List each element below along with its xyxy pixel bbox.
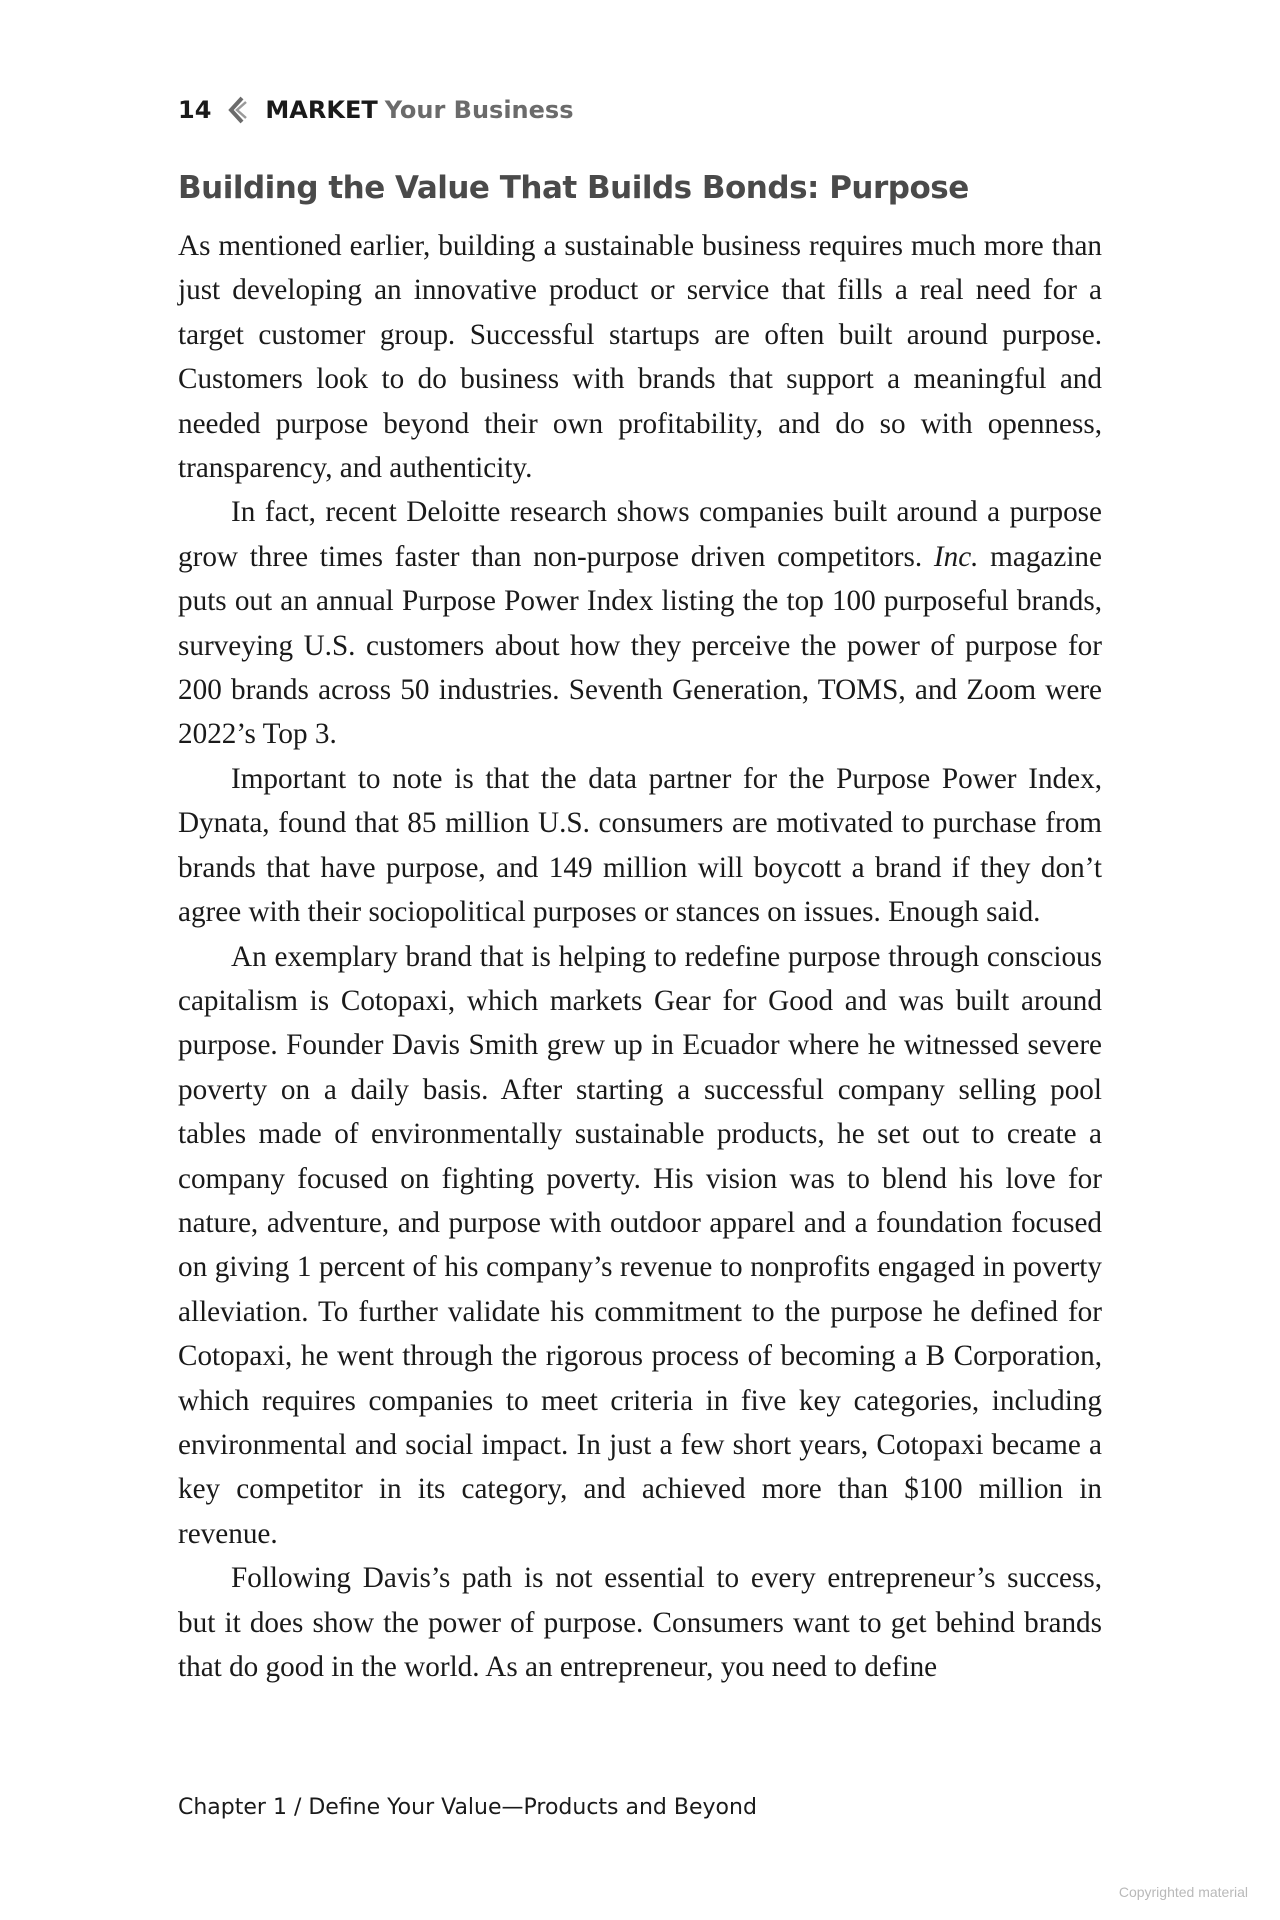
running-head — [178, 92, 573, 128]
paragraph-1: As mentioned earlier, building a sustainable business requires much more than just developing an innovative product or service that fills a real need for a target customer group. Successful startups are often built around purpose. Customers look to do business with brands that support a meaningful and needed purpose beyond their own profitability, and do so with openness, transparency, and authenticity. — [178, 230, 1102, 485]
page-number: 14 — [178, 96, 212, 124]
chapter-footer: Chapter 1 / Define Your Value—Products and Beyond — [178, 1795, 757, 1820]
section-heading: Building the Value That Builds Bonds: Purpose — [178, 170, 969, 206]
copyright-watermark: Copyrighted material — [1118, 1884, 1248, 1900]
body-text — [178, 224, 1102, 1689]
paragraph-2 — [178, 490, 1102, 756]
running-head-title-bold: MARKET — [265, 96, 378, 124]
paragraph-2-part-1: In fact, recent Deloitte research shows companies built around a purpose grow three times faster than non-purpose driven competitors. — [178, 496, 1102, 573]
running-head-title-light: Your Business — [384, 96, 574, 124]
chevron-left-icon — [225, 95, 249, 125]
paragraph-5: Following Davis’s path is not essential to every entrepreneur’s success, but it does show the power of purpose. Consumers want to get behind brands that do good in the world. As an entrepreneur, you need to define — [178, 1562, 1102, 1683]
paragraph-4: An exemplary brand that is helping to redefine purpose through conscious capitalism is Cotopaxi, which markets Gear for Good and was built around purpose. Founder Davis Smith grew up in Ecuador where he witnessed severe poverty on a daily basis. After starting a successful company selling pool tables made of environmentally sustainable products, he set out to create a company focused on fighting poverty. His vision was to blend his love for nature, adventure, and purpose with outdoor apparel and a foundation focused on giving 1 percent of his company’s revenue to nonprofits engaged in poverty alleviation. To further validate his commitment to the purpose he defined for Cotopaxi, he went through the rigorous process of becoming a B Corporation, which requires companies to meet criteria in five key categories, including environmental and social impact. In just a few short years, Cotopaxi became a key competitor in its category, and achieved more than $100 million in revenue. — [178, 940, 1102, 1550]
magazine-title: Inc. — [933, 540, 979, 573]
paragraph-2-part-2: magazine puts out an annual Purpose Power Index listing the top 100 purposeful brands, surveying U.S. customers about how they perceive the power of purpose for 200 brands across 50 industries. Seventh Generation, TOMS, and Zoom were 2022’s Top 3. — [178, 540, 1102, 751]
paragraph-3: Important to note is that the data partner for the Purpose Power Index, Dynata, found that 85 million U.S. consumers are motivated to purchase from brands that have purpose, and 149 million will boycott a brand if they don’t agree with their sociopolitical purposes or stances on issues. Enough said. — [178, 762, 1102, 929]
